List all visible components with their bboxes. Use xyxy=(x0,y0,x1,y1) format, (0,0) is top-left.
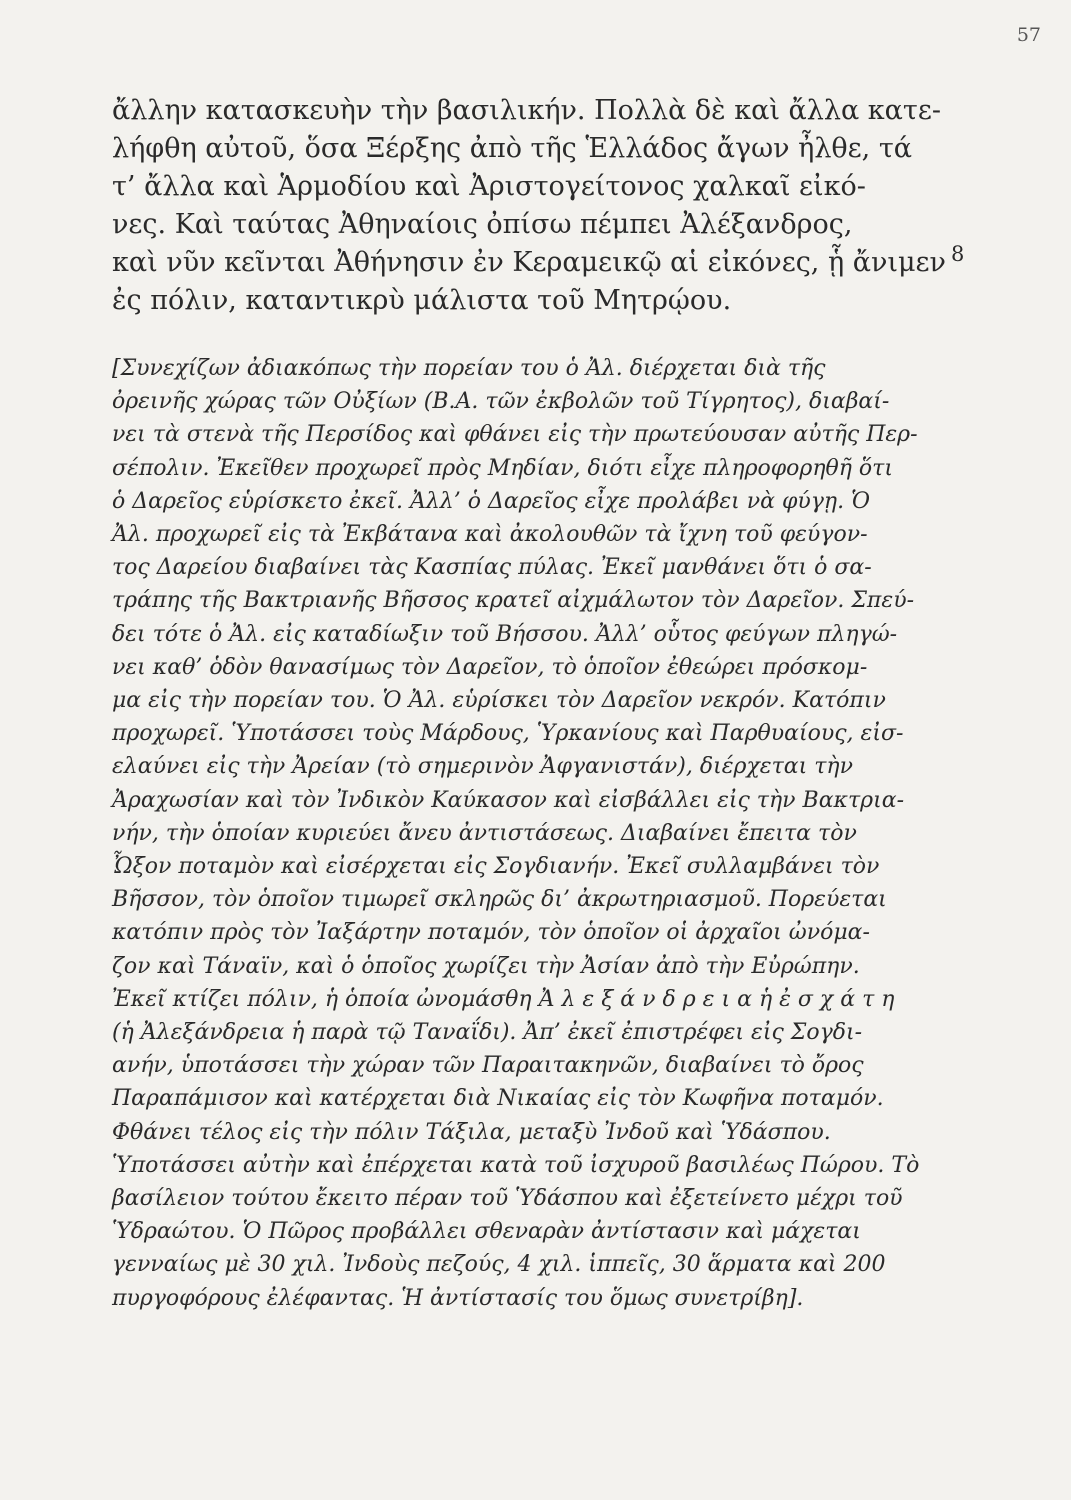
commentary-line: δει τότε ὁ Ἀλ. εἰς καταδίωξιν τοῦ Βήσσου. Ἀλλ’ οὗτος φεύγων πληγώ- xyxy=(112,621,898,647)
commentary-line: ὀρεινῆς χώρας τῶν Οὐξίων (Β.Α. τῶν ἐκβολῶν τοῦ Τίγρητος), διαβαί- xyxy=(112,389,890,415)
text-line: ἄλλην κατασκευὴν τὴν βασιλικήν. Πολλὰ δὲ καὶ ἄλλα κατε- xyxy=(112,95,941,126)
commentary-line: μα εἰς τὴν πορείαν του. Ὁ Ἀλ. εὑρίσκει τὸν Δαρεῖον νεκρόν. Κατόπιν xyxy=(112,688,886,714)
text-line: νες. Καὶ ταύτας Ἀθηναίοις ὀπίσω πέμπει Ἀλέξανδρος, xyxy=(112,209,853,240)
commentary-line: (ἡ Ἀλεξάνδρεια ἡ παρὰ τῷ Ταναΐδι). Ἀπ’ ἐκεῖ ἐπιστρέφει εἰς Σογδι- xyxy=(112,1020,863,1046)
text-line: καὶ νῦν κεῖνται Ἀθήνησιν ἐν Κεραμεικῷ αἱ εἰκόνες, ᾗ ἄνιμεν xyxy=(112,247,946,278)
commentary-line: Ὑποτάσσει αὐτὴν καὶ ἐπέρχεται κατὰ τοῦ ἰσχυροῦ βασιλέως Πώρου. Τὸ xyxy=(112,1152,920,1178)
commentary-line: ζον καὶ Τάναϊν, καὶ ὁ ὁποῖος χωρίζει τὴν Ἀσίαν ἀπὸ τὴν Εὐρώπην. xyxy=(112,953,860,979)
line-number-marker: 8 xyxy=(951,242,965,266)
commentary-line: Ὦξον ποταμὸν καὶ εἰσέρχεται εἰς Σογδιανήν. Ἐκεῖ συλλαμβάνει τὸν xyxy=(112,854,880,880)
commentary-line: τράπης τῆς Βακτριανῆς Βῆσσος κρατεῖ αἰχμάλωτον τὸν Δαρεῖον. Σπεύ- xyxy=(112,588,915,614)
text-line: ἐς πόλιν, καταντικρὺ μάλιστα τοῦ Μητρῴου. xyxy=(112,285,732,316)
commentary-line: σέπολιν. Ἐκεῖθεν προχωρεῖ πρὸς Μηδίαν, διότι εἶχε πληροφορηθῆ ὅτι xyxy=(112,455,893,481)
commentary-line: τος Δαρείου διαβαίνει τὰς Κασπίας πύλας. Ἐκεῖ μανθάνει ὅτι ὁ σα- xyxy=(112,555,872,581)
commentary-line: νει καθ’ ὁδὸν θανασίμως τὸν Δαρεῖον, τὸ ὁποῖον ἐθεώρει πρόσκομ- xyxy=(112,654,868,680)
commentary-line: πυργοφόρους ἐλέφαντας. Ἡ ἀντίστασίς του ὅμως συνετρίβη]. xyxy=(112,1285,804,1311)
commentary-line: βασίλειον τούτου ἔκειτο πέραν τοῦ Ὑδάσπου καὶ ἐξετείνετο μέχρι τοῦ xyxy=(112,1186,903,1212)
commentary-line: ελαύνει εἰς τὴν Ἀρείαν (τὸ σημερινὸν Ἀφγανιστάν), διέρχεται τὴν xyxy=(112,754,853,780)
commentary-line: Φθάνει τέλος εἰς τὴν πόλιν Τάξιλα, μεταξὺ Ἰνδοῦ καὶ Ὑδάσπου. xyxy=(112,1119,831,1145)
commentary-line: ανήν, ὑποτάσσει τὴν χώραν τῶν Παραιτακηνῶν, διαβαίνει τὸ ὄρος xyxy=(112,1053,864,1079)
commentary-line: νήν, τὴν ὁποίαν κυριεύει ἄνευ ἀντιστάσεως. Διαβαίνει ἔπειτα τὸν xyxy=(112,820,857,846)
commentary-line: Ὑδραώτου. Ὁ Πῶρος προβάλλει σθεναρὰν ἀντίστασιν καὶ μάχεται xyxy=(112,1219,861,1245)
commentary-line: προχωρεῖ. Ὑποτάσσει τοὺς Μάρδους, Ὑρκανίους καὶ Παρθυαίους, εἰσ- xyxy=(112,721,904,747)
commentary-line: νει τὰ στενὰ τῆς Περσίδος καὶ φθάνει εἰς τὴν πρωτεύουσαν αὐτῆς Περ- xyxy=(112,422,918,448)
page-number: 57 xyxy=(1016,24,1041,46)
commentary-line: Ἐκεῖ κτίζει πόλιν, ἡ ὁποία ὠνομάσθη Ἀ λ ε ξ ά ν δ ρ ε ι α ἡ ἐ σ χ ά τ η xyxy=(112,986,895,1012)
commentary-line: ὁ Δαρεῖος εὑρίσκετο ἐκεῖ. Ἀλλ’ ὁ Δαρεῖος εἶχε προλάβει νὰ φύγῃ. Ὁ xyxy=(112,488,870,514)
commentary-line: γενναίως μὲ 30 χιλ. Ἰνδοὺς πεζούς, 4 χιλ. ἱππεῖς, 30 ἅρματα καὶ 200 xyxy=(112,1252,886,1278)
commentary-line: κατόπιν πρὸς τὸν Ἰαξάρτην ποταμόν, τὸν ὁποῖον οἱ ἀρχαῖοι ὠνόμα- xyxy=(112,920,870,946)
commentary-block xyxy=(112,352,952,1315)
commentary-line: [Συνεχίζων ἀδιακόπως τὴν πορείαν του ὁ Ἀλ. διέρχεται διὰ τῆς xyxy=(112,356,826,381)
commentary-line: Παραπάμισον καὶ κατέρχεται διὰ Νικαίας εἰς τὸν Κωφῆνα ποταμόν. xyxy=(112,1086,884,1112)
commentary-line: Βῆσσον, τὸν ὁποῖον τιμωρεῖ σκληρῶς δι’ ἀκρωτηριασμοῦ. Πορεύεται xyxy=(112,887,887,913)
greek-text-block xyxy=(112,92,952,320)
commentary-line: Ἀραχωσίαν καὶ τὸν Ἰνδικὸν Καύκασον καὶ εἰσβάλλει εἰς τὴν Βακτρια- xyxy=(112,787,904,813)
text-line: λήφθη αὐτοῦ, ὅσα Ξέρξης ἀπὸ τῆς Ἑλλάδος ἄγων ἦλθε, τά xyxy=(112,133,913,164)
commentary-line: Ἀλ. προχωρεῖ εἰς τὰ Ἐκβάτανα καὶ ἀκολουθῶν τὰ ἴχνη τοῦ φεύγον- xyxy=(112,522,868,548)
text-line: τ’ ἄλλα καὶ Ἁρμοδίου καὶ Ἀριστογείτονος χαλκαῖ εἰκό- xyxy=(112,171,866,202)
